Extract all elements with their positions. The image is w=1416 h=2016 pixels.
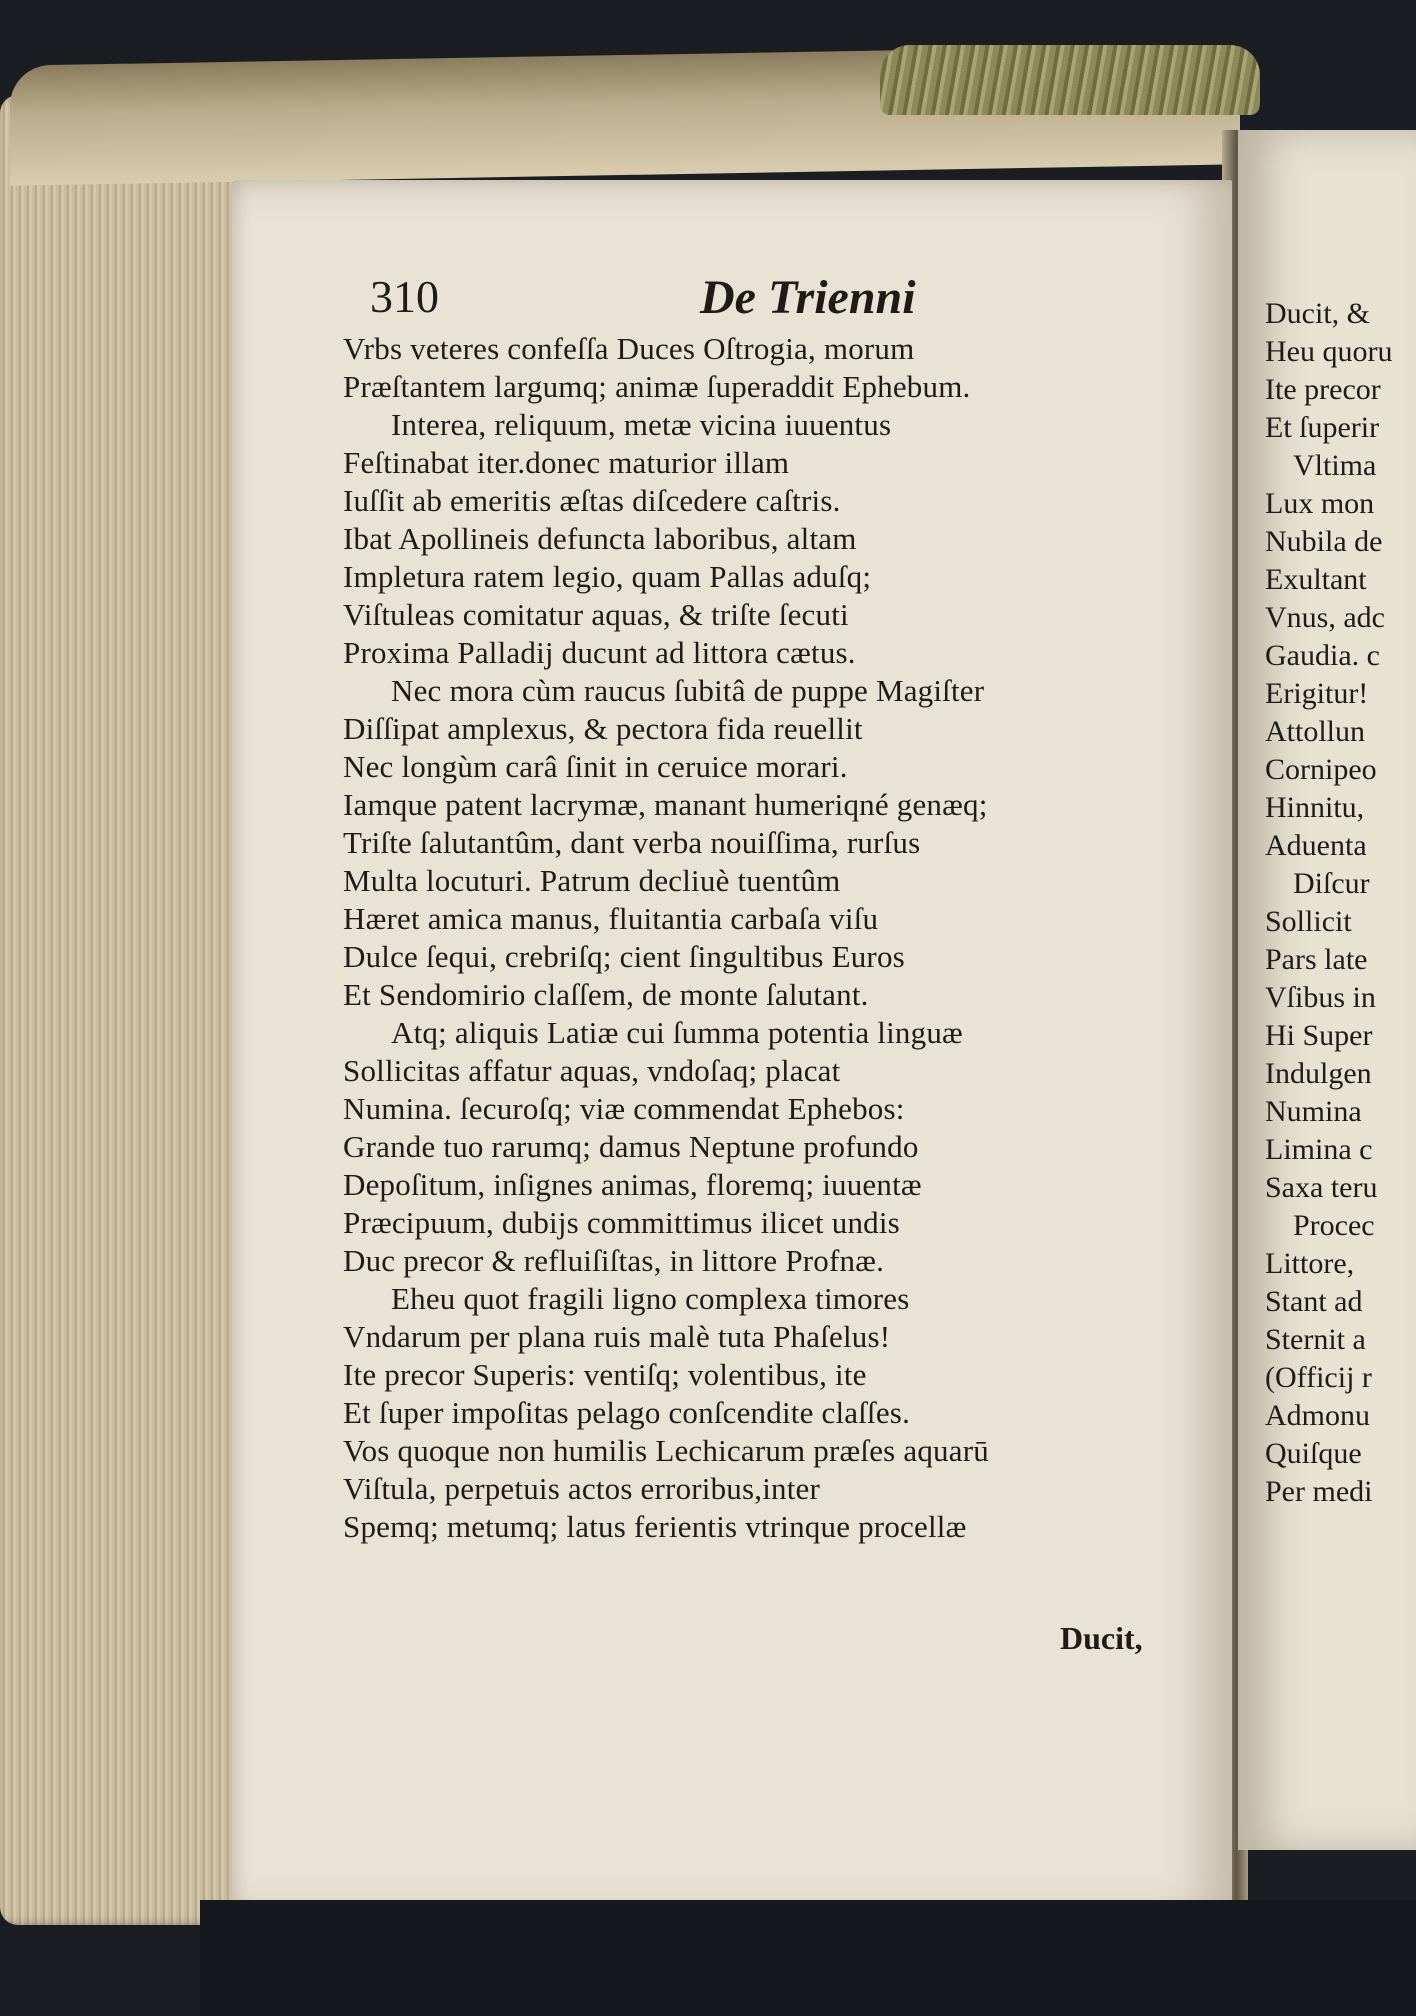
background-shadow bbox=[200, 1900, 1416, 2016]
page-header bbox=[370, 270, 1190, 330]
verse-line: Quiſque bbox=[1265, 1437, 1362, 1470]
verse-line: Heu quoru bbox=[1265, 335, 1393, 368]
verse-line: Vndarum per plana ruis malè tuta Phaſelus! bbox=[343, 1319, 891, 1354]
verse-line: Gaudia. c bbox=[1265, 639, 1380, 672]
verse-line: Littore, bbox=[1265, 1247, 1355, 1280]
verse-line: Præcipuum, dubijs committimus ilicet undis bbox=[343, 1205, 900, 1240]
verse-line: Attollun bbox=[1265, 715, 1366, 748]
verse-line: Erigitur! bbox=[1265, 677, 1369, 710]
verse-line: Hi Super bbox=[1265, 1019, 1373, 1052]
page-number: 310 bbox=[370, 271, 439, 322]
verse-line: Ite precor bbox=[1265, 373, 1381, 406]
verse-line: Ite precor Superis: ventiſq; volentibus, ite bbox=[343, 1357, 867, 1392]
verse-line: Numina bbox=[1265, 1095, 1362, 1128]
verse-line: Vltima bbox=[1293, 449, 1377, 482]
verse-line: Limina c bbox=[1265, 1133, 1373, 1166]
verse-line: Exultant bbox=[1265, 563, 1367, 596]
verse-line: Et ſuper impoſitas pelago conſcendite claſſes. bbox=[343, 1395, 911, 1430]
left-page-text bbox=[343, 330, 1203, 1546]
verse-line: Nec longùm carâ ſinit in ceruice morari. bbox=[343, 749, 848, 784]
verse-line: Hinnitu, bbox=[1265, 791, 1365, 824]
verse-line: Lux mon bbox=[1265, 487, 1375, 520]
verse-line: Iuſſit ab emeritis æſtas diſcedere caſtris. bbox=[343, 483, 841, 518]
page-block-edges bbox=[0, 95, 245, 1925]
verse-line: Procec bbox=[1293, 1209, 1375, 1242]
verse-line: Interea, reliquum, metæ vicina iuuentus bbox=[391, 407, 892, 442]
verse-line: Viſtuleas comitatur aquas, & triſte ſecuti bbox=[343, 597, 849, 632]
verse-line: (Officij r bbox=[1265, 1361, 1372, 1394]
verse-line: Vrbs veteres confeſſa Duces Oſtrogia, morum bbox=[343, 331, 915, 366]
verse-line: Per medi bbox=[1265, 1475, 1373, 1508]
verse-line: Præſtantem largumq; animæ ſuperaddit Ephebum. bbox=[343, 369, 971, 404]
verse-line: Diſſipat amplexus, & pectora fida reuellit bbox=[343, 711, 863, 746]
verse-line: Nec mora cùm raucus ſubitâ de puppe Magiſter bbox=[391, 673, 985, 708]
verse-line: Depoſitum, inſignes animas, floremq; iuuentæ bbox=[343, 1167, 922, 1202]
verse-line: Grande tuo rarumq; damus Neptune profundo bbox=[343, 1129, 919, 1164]
verse-line: Aduenta bbox=[1265, 829, 1367, 862]
verse-line: Admonu bbox=[1265, 1399, 1370, 1432]
verse-line: Eheu quot fragili ligno complexa timores bbox=[391, 1281, 910, 1316]
verse-line: Feſtinabat iter.donec maturior illam bbox=[343, 445, 790, 480]
verse-line: Ducit, & bbox=[1265, 297, 1370, 330]
headband bbox=[880, 45, 1260, 115]
verse-line: Cornipeo bbox=[1265, 753, 1377, 786]
verse-line: Impletura ratem legio, quam Pallas aduſq; bbox=[343, 559, 872, 594]
verse-line: Spemq; metumq; latus ferientis vtrinque procellæ bbox=[343, 1509, 967, 1544]
verse-line: Ibat Apollineis defuncta laboribus, altam bbox=[343, 521, 857, 556]
verse-line: Duc precor & refluiſiſtas, in littore Profnæ. bbox=[343, 1243, 885, 1278]
right-page-text bbox=[1265, 295, 1416, 1511]
verse-line: Vos quoque non humilis Lechicarum præſes aquarū bbox=[343, 1433, 989, 1468]
verse-line: Indulgen bbox=[1265, 1057, 1372, 1090]
verse-line: Vſibus in bbox=[1265, 981, 1376, 1014]
verse-line: Pars late bbox=[1265, 943, 1368, 976]
verse-line: Triſte ſalutantûm, dant verba nouiſſima, rurſus bbox=[343, 825, 921, 860]
verse-line: Sollicitas affatur aquas, vndoſaq; placat bbox=[343, 1053, 841, 1088]
verse-line: Proxima Palladij ducunt ad littora cætus. bbox=[343, 635, 856, 670]
running-title: De Trienni bbox=[700, 271, 916, 324]
verse-line: Atq; aliquis Latiæ cui ſumma potentia linguæ bbox=[391, 1015, 963, 1050]
verse-line: Sternit a bbox=[1265, 1323, 1366, 1356]
verse-line: Saxa teru bbox=[1265, 1171, 1378, 1204]
verse-line: Multa locuturi. Patrum decliuè tuentûm bbox=[343, 863, 841, 898]
verse-line: Diſcur bbox=[1293, 867, 1370, 900]
verse-line: Nubila de bbox=[1265, 525, 1383, 558]
verse-line: Iamque patent lacrymæ, manant humeriqné genæq; bbox=[343, 787, 988, 822]
catchword: Ducit, bbox=[1060, 1620, 1143, 1656]
verse-line: Et ſuperir bbox=[1265, 411, 1380, 444]
verse-line: Numina. ſecuroſq; viæ commendat Ephebos: bbox=[343, 1091, 905, 1126]
verse-line: Et Sendomirio claſſem, de monte ſalutant. bbox=[343, 977, 869, 1012]
verse-line: Viſtula, perpetuis actos erroribus,inter bbox=[343, 1471, 821, 1506]
verse-line: Stant ad bbox=[1265, 1285, 1363, 1318]
verse-line: Hæret amica manus, fluitantia carbaſa viſu bbox=[343, 901, 879, 936]
verse-line: Dulce ſequi, crebriſq; cient ſingultibus Euros bbox=[343, 939, 905, 974]
verse-line: Vnus, adc bbox=[1265, 601, 1385, 634]
verse-line: Sollicit bbox=[1265, 905, 1352, 938]
